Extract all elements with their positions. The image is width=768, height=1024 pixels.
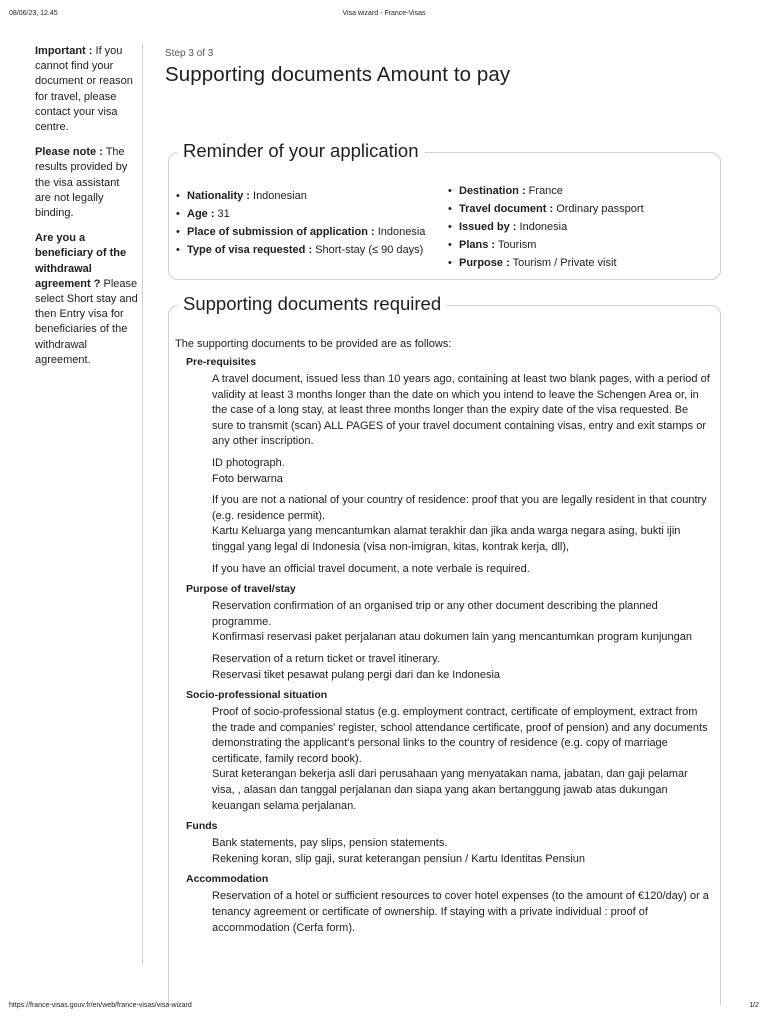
reminder-value: Ordinary passport	[553, 203, 644, 215]
document-text-id: Reservasi tiket pesawat pulang pergi dari dan ke Indonesia	[212, 668, 501, 681]
reminder-value: 31	[214, 208, 230, 220]
note-label: Important :	[35, 45, 93, 57]
category-items	[186, 705, 711, 814]
reminder-left-list	[175, 187, 425, 259]
reminder-label: Purpose :	[459, 257, 510, 269]
document-item	[212, 836, 711, 867]
document-item	[212, 562, 711, 578]
document-text-id: Surat keterangan bekerja asli dari perusahaan yang menyatakan nama, jabatan, dan gaji pelamar visa, , alasan dan tanggal perjalanan dan siapa yang akan bertanggung jawab atas dukungan keuangan selama perjalanan.	[212, 768, 688, 812]
supporting-categories	[186, 356, 711, 942]
reminder-label: Travel document :	[459, 203, 554, 215]
reminder-item	[447, 200, 644, 218]
supporting-legend: Supporting documents required	[177, 293, 447, 315]
category-items	[186, 372, 711, 577]
reminder-right-list	[447, 182, 644, 272]
category-items	[186, 836, 711, 867]
reminder-right-column	[447, 182, 644, 272]
category-title: Socio-professional situation	[186, 689, 328, 702]
reminder-item	[175, 241, 425, 259]
supporting-documents-panel	[168, 293, 721, 1005]
reminder-label: Issued by :	[459, 221, 517, 233]
document-item	[212, 372, 711, 450]
sidebar-notes	[27, 44, 143, 964]
important-note	[27, 44, 142, 135]
document-text-en: If you are not a national of your country of residence: proof that you are legally resident in that country (e.g. residence permit).	[212, 494, 707, 522]
document-item	[212, 889, 711, 936]
reminder-legend: Reminder of your application	[177, 140, 425, 162]
document-item	[212, 493, 711, 555]
step-indicator: Step 3 of 3	[165, 48, 214, 59]
note-text: The results provided by the visa assistant are not legally binding.	[35, 146, 128, 220]
document-text-id: Konfirmasi reservasi paket perjalanan atau dokumen lain yang mencantumkan program kunjungan	[212, 631, 692, 644]
document-category	[186, 583, 711, 683]
page-title: Supporting documents Amount to pay	[165, 63, 511, 86]
withdrawal-agreement-note	[27, 231, 142, 368]
document-text-id: Rekening koran, slip gaji, surat keterangan pensiun / Kartu Identitas Pensiun	[212, 852, 586, 865]
category-items	[186, 889, 711, 936]
category-title: Pre-requisites	[186, 356, 257, 368]
supporting-intro: The supporting documents to be provided are as follows:	[175, 338, 452, 350]
reminder-item	[447, 182, 644, 200]
category-title: Funds	[186, 820, 218, 833]
document-text-en: Bank statements, pay slips, pension statements.	[212, 837, 448, 850]
category-items	[186, 599, 711, 683]
reminder-value: Indonesia	[516, 221, 568, 233]
document-category	[186, 873, 711, 936]
print-title: Visa wizard - France-Visas	[342, 10, 426, 17]
category-title: Accommodation	[186, 873, 269, 886]
document-category	[186, 689, 711, 814]
reminder-value: Short-stay (≤ 90 days)	[312, 244, 424, 256]
reminder-value: Indonesia	[374, 226, 426, 238]
document-item	[212, 456, 711, 487]
print-header	[0, 10, 768, 22]
document-text-en: Reservation of a hotel or sufficient resources to cover hotel expenses (to the amount of €120/day) or a tenancy agreement or certificate of ownership. If staying with a private individual : proof of accommodation (Cerfa form).	[212, 890, 709, 934]
document-item	[212, 705, 711, 814]
document-text-id: Foto berwarna	[212, 472, 283, 485]
document-text-en: ID photograph.	[212, 456, 285, 469]
print-url: https://france-visas.gouv.fr/en/web/france-visas/visa-wizard	[9, 1002, 192, 1009]
print-footer	[0, 1002, 768, 1014]
document-item	[212, 652, 711, 683]
document-category	[186, 820, 711, 867]
main-header	[165, 48, 725, 87]
document-text-en: Reservation of a return ticket or travel itinerary.	[212, 652, 440, 665]
page-number: 1/2	[749, 1002, 759, 1009]
note-text: Please select Short stay and then Entry visa for beneficiaries of the withdrawal agreement.	[35, 277, 138, 366]
reminder-panel	[168, 140, 721, 280]
reminder-left-column	[175, 187, 425, 259]
document-category	[186, 356, 711, 577]
reminder-item	[175, 223, 425, 241]
reminder-item	[447, 254, 644, 272]
note-text: If you cannot find your document or reason for travel, please contact your visa centre.	[35, 45, 133, 134]
please-note	[27, 145, 142, 221]
reminder-label: Type of visa requested :	[187, 244, 313, 256]
document-item	[212, 599, 711, 646]
reminder-item	[175, 205, 425, 223]
document-text-id: Kartu Keluarga yang mencantumkan alamat terakhir dan jika anda warga negara asing, bukti ijin tinggal yang legal di Indonesia (visa non-imigran, kitas, kontrak kerja, dll),	[212, 525, 681, 553]
document-text-en: A travel document, issued less than 10 years ago, containing at least two blank pages, with a period of validity at least 3 months longer than the date on which you intend to leave the Schengen Area or, in the case of a long stay, at least three months longer than the expiry date of the visa requested. Be sure to transmit (scan) ALL PAGES of your travel document containing visas, entry and exit stamps or any other inscription.	[212, 373, 710, 448]
reminder-label: Age :	[187, 208, 215, 220]
reminder-item	[447, 236, 644, 254]
note-label: Please note :	[35, 146, 103, 159]
document-text-en: If you have an official travel document, a note verbale is required.	[212, 562, 530, 575]
reminder-value: France	[525, 185, 563, 197]
reminder-value: Indonesian	[249, 190, 307, 202]
reminder-label: Place of submission of application :	[187, 226, 375, 238]
reminder-label: Destination :	[459, 185, 526, 197]
note-label: Are you a beneficiary of the withdrawal agreement ?	[35, 232, 127, 290]
document-text-en: Proof of socio-professional status (e.g. employment contract, certificate of employment, extract from the trade and companies' register, school attendance certificate, proof of pension) and any documents demonstrating the applicant's personal links to the country of residence (e.g. copy of marriage certificate, family record book).	[212, 706, 708, 765]
reminder-label: Plans :	[459, 239, 496, 251]
reminder-item	[447, 218, 644, 236]
reminder-item	[175, 187, 425, 205]
reminder-label: Nationality :	[187, 190, 250, 202]
print-date: 08/06/23, 12.45	[9, 10, 58, 17]
reminder-value: Tourism / Private visit	[509, 257, 617, 269]
category-title: Purpose of travel/stay	[186, 583, 296, 596]
reminder-value: Tourism	[495, 239, 537, 251]
document-text-en: Reservation confirmation of an organised trip or any other document describing the planned programme.	[212, 600, 658, 628]
